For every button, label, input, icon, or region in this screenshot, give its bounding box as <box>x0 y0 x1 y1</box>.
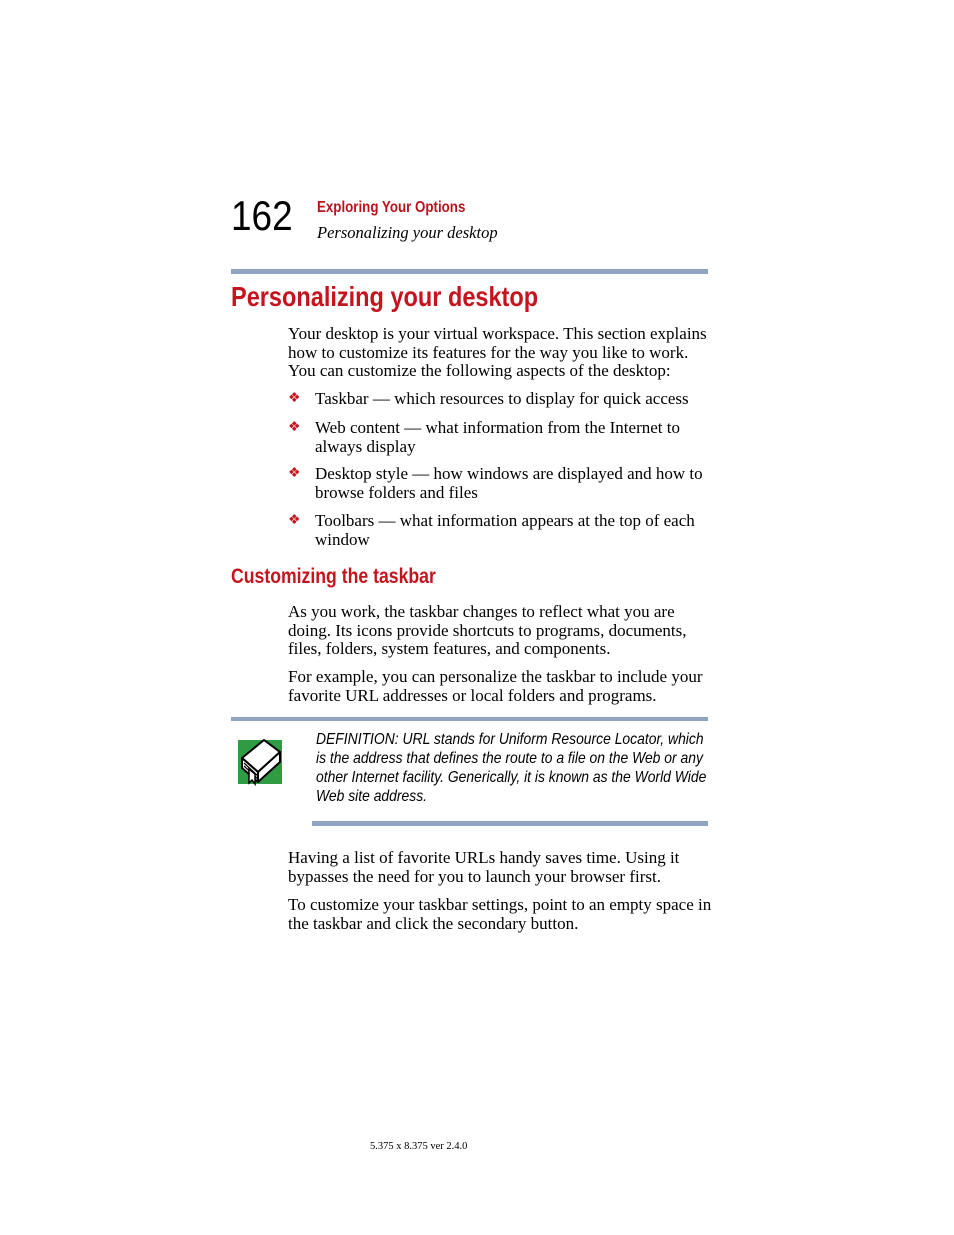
section-breadcrumb: Personalizing your desktop <box>317 223 498 242</box>
taskbar-paragraph-4: To customize your taskbar settings, point to an empty space in the taskbar and click the secondary button. <box>288 895 712 933</box>
page-number: 162 <box>231 192 293 239</box>
top-divider <box>231 269 708 274</box>
list-item-text: Toolbars — what information appears at the top of each window <box>315 511 695 549</box>
definition-top-divider <box>231 717 708 721</box>
bullet-glyph: ❖ <box>288 391 301 406</box>
bullet-glyph: ❖ <box>288 420 301 435</box>
intro-paragraph: Your desktop is your virtual workspace. This section explains how to customize its features for the way you like to work. You can customize the following aspects of the desktop: <box>288 324 707 381</box>
footer-version: 5.375 x 8.375 ver 2.4.0 <box>370 1141 468 1152</box>
subsection-heading: Customizing the taskbar <box>231 565 436 588</box>
taskbar-paragraph-1: As you work, the taskbar changes to reflect what you are doing. Its icons provide shortcuts to programs, documents, files, folders, system features, and components. <box>288 602 687 659</box>
bullet-glyph: ❖ <box>288 466 301 481</box>
chapter-title: Exploring Your Options <box>317 199 466 216</box>
section-heading: Personalizing your desktop <box>231 281 539 312</box>
bullet-glyph: ❖ <box>288 513 301 528</box>
list-item-text: Taskbar — which resources to display for quick access <box>315 389 689 408</box>
list-item-text: Desktop style — how windows are displayed and how to browse folders and files <box>315 464 703 502</box>
taskbar-paragraph-3: Having a list of favorite URLs handy saves time. Using it bypasses the need for you to launch your browser first. <box>288 848 680 886</box>
taskbar-paragraph-2: For example, you can personalize the taskbar to include your favorite URL addresses or local folders and programs. <box>288 667 703 705</box>
book-icon <box>234 736 284 788</box>
definition-note: DEFINITION: URL stands for Uniform Resource Locator, which is the address that defines the route to a file on the Web or any other Internet facility. Generically, it is known as the World Wide Web site address. <box>316 731 707 805</box>
list-item-text: Web content — what information from the Internet to always display <box>315 418 680 456</box>
definition-bottom-divider <box>312 821 708 826</box>
